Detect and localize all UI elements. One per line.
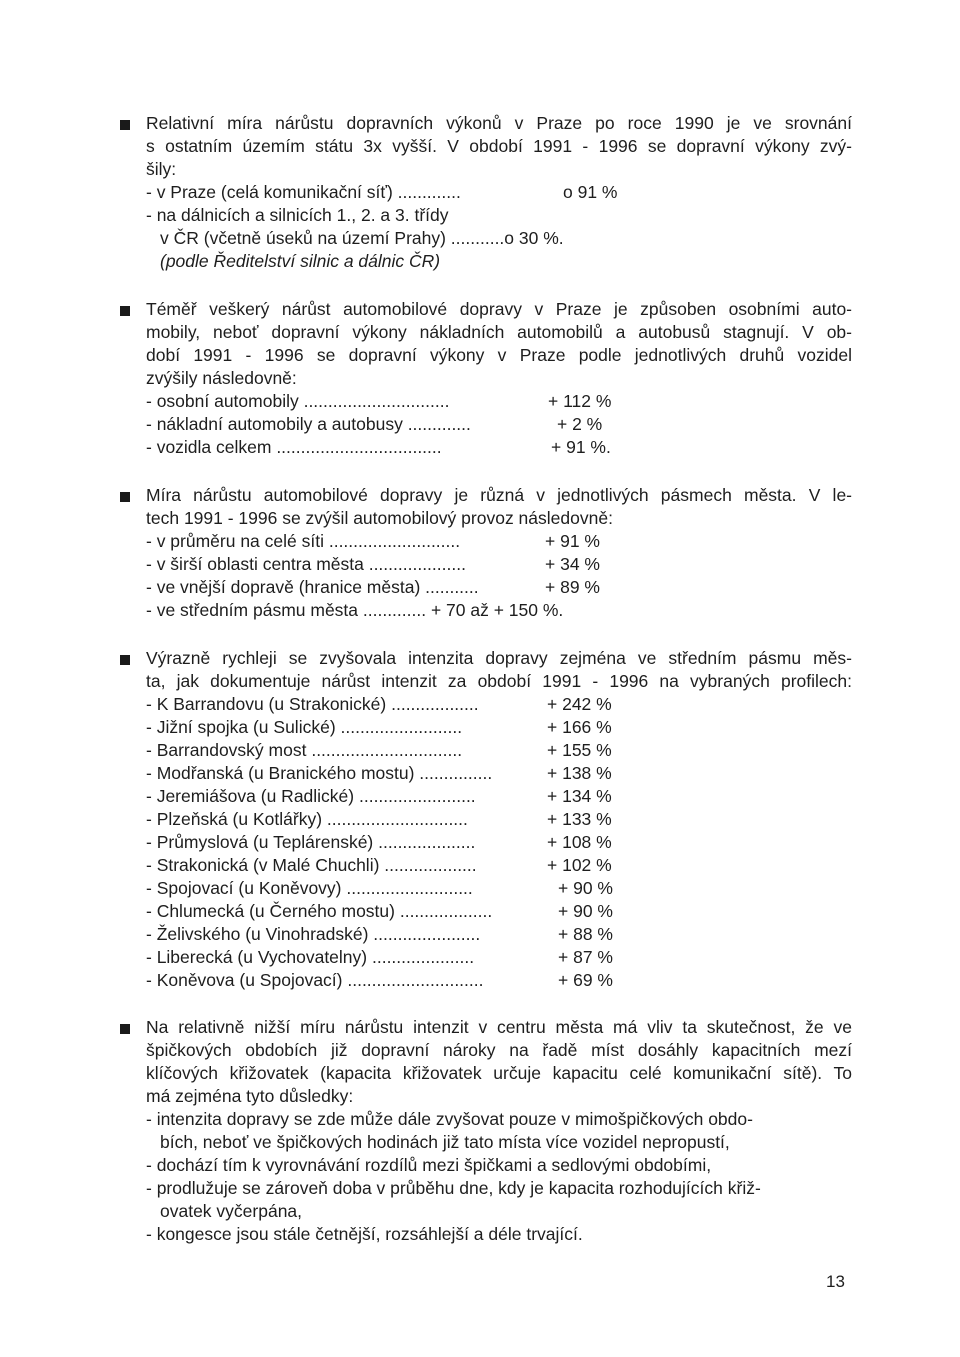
list-item-label: - Koněvova (u Spojovací) ............................ [146,970,484,990]
text-line: Téměř veškerý nárůst automobilové dopravy v Praze je způsoben osobními auto- [146,299,852,319]
list-item-value: + 112 % [548,391,612,411]
list-item-label: ovatek vyčerpána, [160,1201,303,1221]
page-number: 13 [826,1272,845,1291]
text-line: má zejména tyto důsledky: [146,1086,354,1106]
list-item-label: - vozidla celkem .................................. [146,437,442,457]
list-item-label: - v průměru na celé síti ........................... [146,531,461,551]
list-item-value: + 91 %. [551,437,611,457]
list-item-value: + 69 % [558,970,613,990]
bullet-icon [120,655,130,665]
source-note: (podle Ředitelství silnic a dálnic ČR) [160,251,441,271]
text-line: šily: [146,159,177,179]
list-item-value: + 133 % [547,809,612,829]
list-item-label: - nákladní automobily a autobusy ............. [146,414,471,434]
list-item-label: - Barrandovský most ............................... [146,740,463,760]
list-item-value: + 90 % [558,878,613,898]
text-line: Relativní míra nárůstu dopravních výkonů v Praze po roce 1990 je ve srovnání [146,113,852,133]
text-line: dobí 1991 - 1996 se dopravní výkony v Praze podle jednotlivých druhů vozidel [146,345,852,365]
text-line: Na relativně nižší míru nárůstu intenzit v centru města má vliv ta skutečnost, že ve [146,1017,852,1037]
list-item-value: + 34 % [545,554,600,574]
list-item-label: - Jižní spojka (u Sulické) ......................... [146,717,463,737]
text-line: špičkových obdobích již dopravní nároky na řadě míst dosáhly kapacitních mezí [146,1040,852,1060]
list-item-value: + 90 % [558,901,613,921]
bullet-icon [120,492,130,502]
list-item-value: + 91 % [545,531,600,551]
list-item-label: - kongesce jsou stále četnější, rozsáhlejší a déle trvající. [146,1224,583,1244]
list-item-label: - ve středním pásmu města ............. + 70 až + 150 %. [146,600,564,620]
list-item-label: - Želivského (u Vinohradské) ...................... [146,924,481,944]
text-line: mobily, neboť dopravní výkony nákladních automobilů a autobusů stagnují. V ob- [146,322,852,342]
list-item-value: + 138 % [547,763,612,783]
list-item-value: + 242 % [547,694,612,714]
bullet-icon [120,1024,130,1034]
text-line: zvýšily následovně: [146,368,297,388]
bullet-icon [120,120,130,130]
list-item-label: - Chlumecká (u Černého mostu) ................... [146,901,493,921]
list-item-label: - na dálnicích a silnicích 1., 2. a 3. třídy [146,205,449,225]
list-item-label: - v širší oblasti centra města .................... [146,554,466,574]
list-item-label: - Jeremiášova (u Radlické) ........................ [146,786,476,806]
list-item-label: - intenzita dopravy se zde může dále zvyšovat pouze v mimošpičkových obdo- [146,1109,753,1129]
list-item-label: - K Barrandovu (u Strakonické) .................. [146,694,479,714]
list-item-value: + 87 % [558,947,613,967]
text-line: tech 1991 - 1996 se zvýšil automobilový provoz následovně: [146,508,613,528]
list-item-label: - Modřanská (u Branického mostu) ............... [146,763,493,783]
list-item-value: o 91 % [563,182,618,202]
list-item-value: + 102 % [547,855,612,875]
text-line: ta, jak dokumentuje nárůst intenzit za období 1991 - 1996 na vybraných profilech: [146,671,852,691]
list-item-label: - ve vnější dopravě (hranice města) ........... [146,577,479,597]
list-item-value: + 134 % [547,786,612,806]
text-line: s ostatním územím státu 3x vyšší. V období 1991 - 1996 se dopravní výkony zvý- [146,136,852,156]
text-line: Výrazně rychleji se zvyšovala intenzita dopravy zejména ve středním pásmu měs- [146,648,852,668]
list-item-label: - prodlužuje se zároveň doba v průběhu dne, kdy je kapacita rozhodujících křiž- [146,1178,761,1198]
list-item-label: - Spojovací (u Koněvovy) .......................... [146,878,473,898]
list-item-value: + 108 % [547,832,612,852]
list-item-label: bích, neboť ve špičkových hodinách již tato místa více vozidel nepropustí, [160,1132,730,1152]
list-item-label: - Strakonická (v Malé Chuchli) ................... [146,855,477,875]
list-item-label: - Průmyslová (u Teplárenské) .................... [146,832,476,852]
text-line: klíčových křižovatek (kapacita křižovatek určuje kapacitu celé komunikační sítě). To [146,1063,852,1083]
list-item-label: v ČR (včetně úseků na území Prahy) ...........o 30 %. [160,228,564,248]
text-line: Míra nárůstu automobilové dopravy je různá v jednotlivých pásmech města. V le- [146,485,852,505]
list-item-label: - v Praze (celá komunikační síť) ............. [146,182,461,202]
list-item-value: + 2 % [557,414,603,434]
list-item-value: + 155 % [547,740,612,760]
list-item-label: - osobní automobily .............................. [146,391,450,411]
bullet-icon [120,306,130,316]
list-item-label: - Liberecká (u Vychovatelny) ..................... [146,947,475,967]
list-item-value: + 88 % [558,924,613,944]
list-item-label: - Plzeňská (u Kotlářky) ............................. [146,809,468,829]
list-item-label: - dochází tím k vyrovnávání rozdílů mezi špičkami a sedlovými obdobími, [146,1155,712,1175]
list-item-value: + 166 % [547,717,612,737]
list-item-value: + 89 % [545,577,600,597]
